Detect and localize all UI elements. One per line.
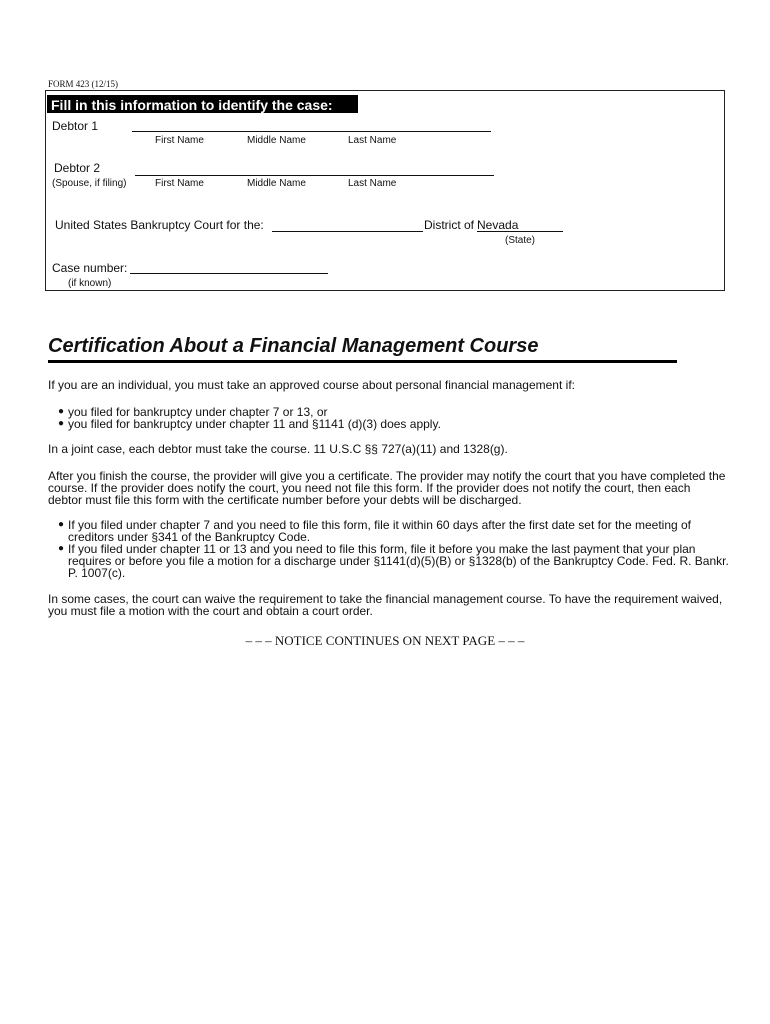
bullet-text: you filed for bankruptcy under chapter 7 or 13, or xyxy=(68,405,328,419)
debtor2-last-caption: Last Name xyxy=(348,178,397,189)
court-field[interactable] xyxy=(272,231,423,232)
joint-case-text: In a joint case, each debtor must take the course. 11 U.S.C §§ 727(a)(11) and 1328(g). xyxy=(48,442,508,456)
bullet-text: If you filed under chapter 11 or 13 and you need to file this form, file it before you make the last payment that your plan requires or before you file a motion for a discharge under §1141(d)(5)(B) or §1328(b) of the Bankruptcy Code. Fed. R. Bankr. P. 1007(c). xyxy=(68,542,729,581)
debtor2-first-caption: First Name xyxy=(155,178,204,189)
debtor1-last-caption: Last Name xyxy=(348,135,397,146)
bullet-text: If you filed under chapter 7 and you need to file this form, file it within 60 days after the first date set for the meeting of creditors under §341 of the Bankruptcy Code. xyxy=(68,518,692,545)
debtor2-name-field[interactable] xyxy=(135,175,494,176)
state-field-line xyxy=(477,231,563,232)
debtor1-label: Debtor 1 xyxy=(52,119,99,133)
notice-continues: – – – NOTICE CONTINUES ON NEXT PAGE – – – xyxy=(245,633,525,648)
debtor2-middle-caption: Middle Name xyxy=(247,178,306,189)
debtor2-label: Debtor 2 xyxy=(54,161,101,175)
bullet-icon: ● xyxy=(58,418,65,429)
district-label: District of xyxy=(424,218,475,232)
waive-text: In some cases, the court can waive the requirement to take the financial management course. To have the requirement waived, you must file a motion with the court and obtain a court order. xyxy=(48,592,723,619)
case-number-field[interactable] xyxy=(130,273,328,274)
debtor1-first-caption: First Name xyxy=(155,135,204,146)
case-info-box xyxy=(45,90,725,291)
debtor2-spouse-note: (Spouse, if filing) xyxy=(52,178,127,189)
bullet-item xyxy=(58,519,736,543)
case-number-label: Case number: xyxy=(52,261,128,275)
bullet-text: you filed for bankruptcy under chapter 11 and §1141 (d)(3) does apply. xyxy=(68,417,441,431)
title-rule xyxy=(48,360,677,363)
bullet-item xyxy=(58,418,736,430)
state-value[interactable]: Nevada xyxy=(477,218,519,232)
bullet-item xyxy=(58,543,736,580)
case-number-note: (if known) xyxy=(68,278,112,289)
bullet-icon: ● xyxy=(58,519,65,530)
court-label: United States Bankruptcy Court for the: xyxy=(55,218,264,232)
section-header: Fill in this information to identify the case: xyxy=(47,95,358,113)
bullet-icon: ● xyxy=(58,543,65,554)
debtor1-name-field[interactable] xyxy=(132,131,491,132)
page-title: Certification About a Financial Management Course xyxy=(48,335,539,357)
debtor1-middle-caption: Middle Name xyxy=(247,135,306,146)
bullet-icon: ● xyxy=(58,406,65,417)
intro-text: If you are an individual, you must take an approved course about personal financial management if: xyxy=(48,378,575,392)
state-caption: (State) xyxy=(505,235,536,246)
form-id: FORM 423 (12/15) xyxy=(48,79,119,89)
after-course-text: After you finish the course, the provider will give you a certificate. The provider may notify the court that you have completed the course. If the provider does notify the court, you need not file this form. If the provider does not notify the court, then each debtor must file this form with the certificate number before your debts will be discharged. xyxy=(48,469,726,508)
